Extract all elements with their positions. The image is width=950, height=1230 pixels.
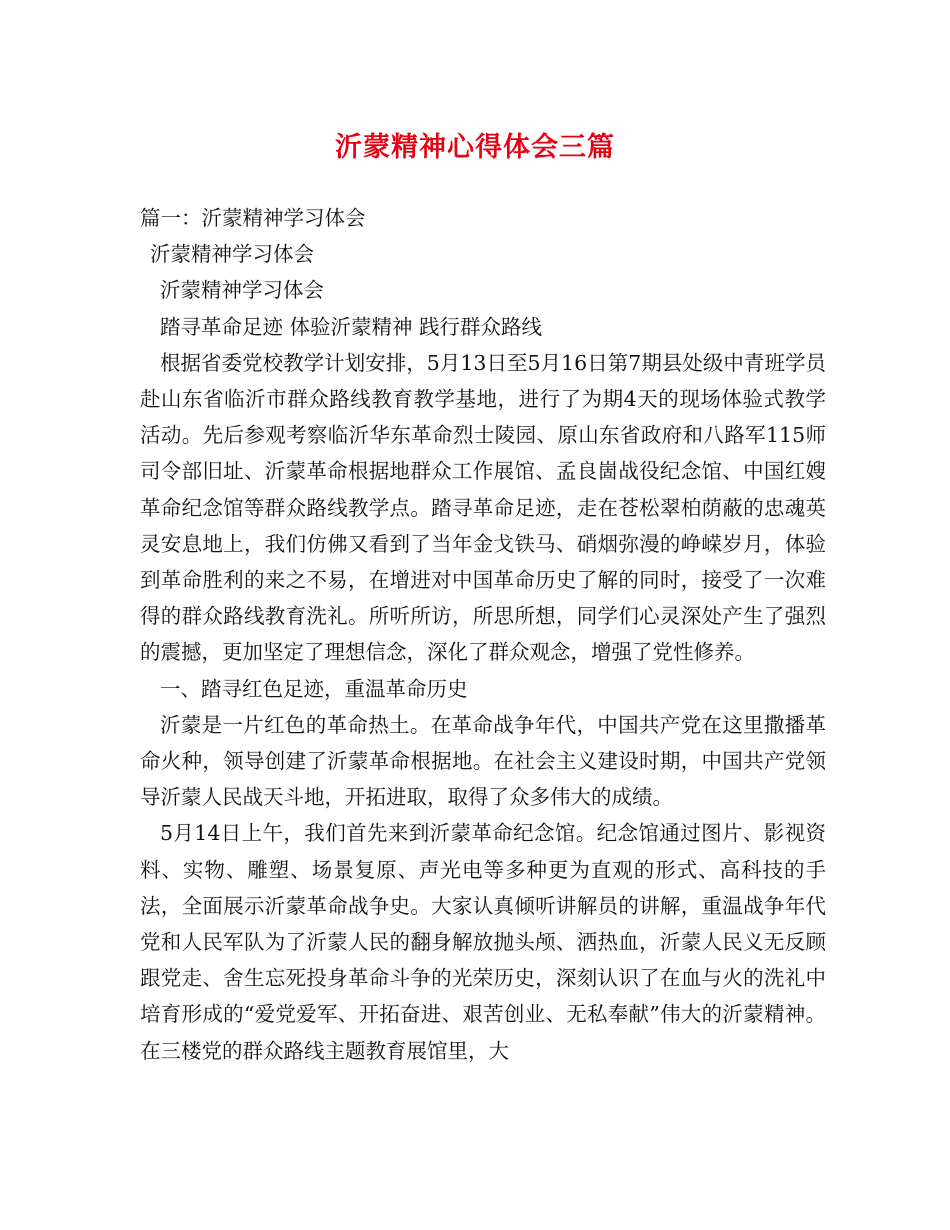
body-paragraph: 沂蒙是一片红色的革命热土。在革命战争年代，中国共产党在这里撒播革命火种，领导创建了沂蒙革命根据地。在社会主义建设时期，中国共产党领导沂蒙人民战天斗地，开拓进取，取得了众多伟大的成绩。 — [140, 712, 826, 810]
subheading: 沂蒙精神学习体会 — [160, 278, 324, 303]
section-heading: 篇一：沂蒙精神学习体会 — [140, 206, 366, 230]
subheading: 沂蒙精神学习体会 — [150, 242, 314, 267]
article-headline: 踏寻革命足迹 体验沂蒙精神 践行群众路线 — [160, 314, 543, 339]
document-title: 沂蒙精神心得体会三篇 — [335, 132, 615, 163]
body-paragraph: 根据省委党校教学计划安排，5月13日至5月16日第7期县处级中青班学员赴山东省临沂市群众路线教育教学基地，进行了为期4天的现场体验式教学活动。先后参观考察临沂华东革命烈士陵园、原山东省政府和八路军115师司令部旧址、沂蒙革命根据地群众工作展馆、孟良崮战役纪念馆、中国红嫂革命纪念馆等群众路线教学点。踏寻革命足迹，走在苍松翠柏荫蔽的忠魂英灵安息地上，我们仿佛又看到了当年金戈铁马、硝烟弥漫的峥嵘岁月，体验到革命胜利的来之不易，在增进对中国革命历史了解的同时，接受了一次难得的群众路线教育洗礼。所听所访，所思所想，同学们心灵深处产生了强烈的震撼，更加坚定了理想信念，深化了群众观念，增强了党性修养。 — [140, 350, 826, 665]
body-paragraph: 5月14日上午，我们首先来到沂蒙革命纪念馆。纪念馆通过图片、影视资料、实物、雕塑、场景复原、声光电等多种更为直观的形式、高科技的手法，全面展示沂蒙革命战争史。大家认真倾听讲解员的讲解，重温战争年代党和人民军队为了沂蒙人民的翻身解放抛头颅、洒热血，沂蒙人民义无反顾跟党走、舍生忘死投身革命斗争的光荣历史，深刻认识了在血与火的洗礼中培育形成的“爱党爱军、开拓奋进、艰苦创业、无私奉献”伟大的沂蒙精神。在三楼党的群众路线主题教育展馆里，大 — [140, 821, 826, 1063]
document-body — [140, 200, 826, 1069]
section-heading: 一、踏寻红色足迹，重温革命历史 — [160, 676, 468, 701]
